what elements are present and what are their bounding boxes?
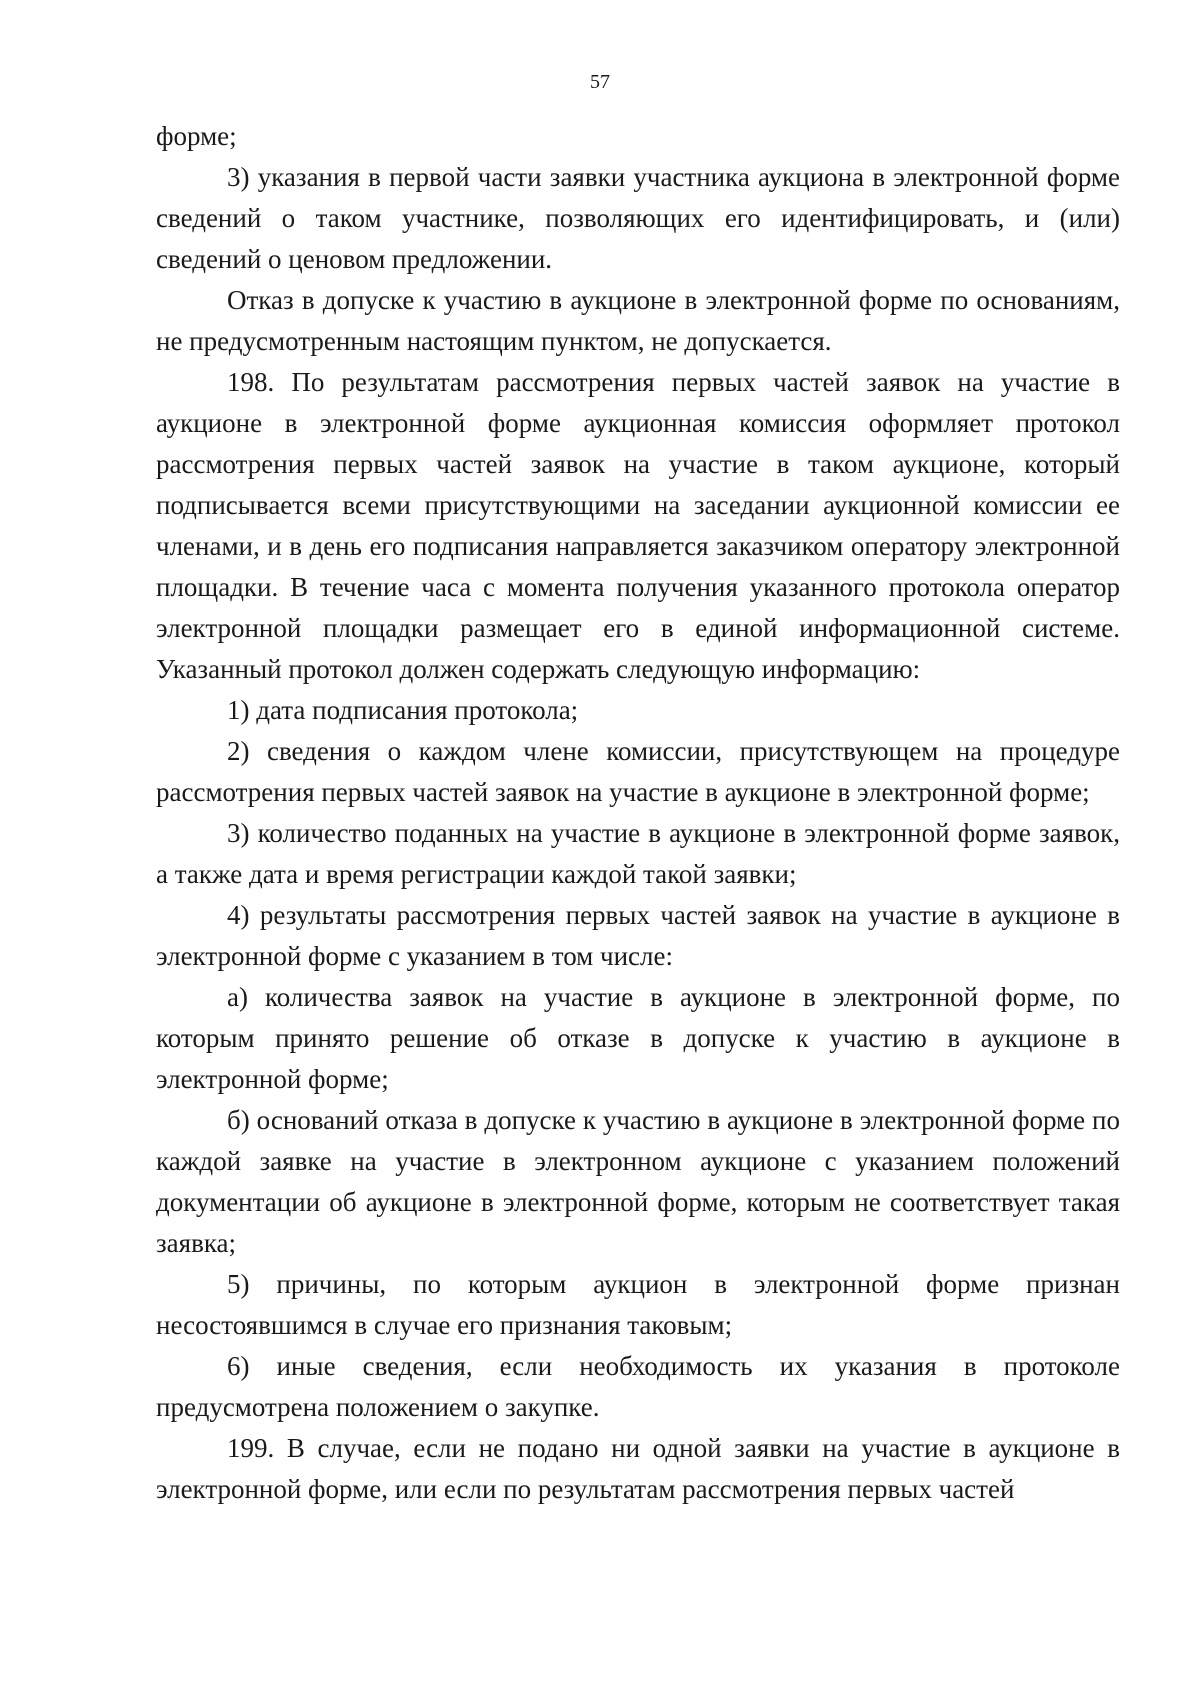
- paragraph: б) оснований отказа в допуске к участию в аукционе в электронной форме по каждой заявке на участие в электронном аукционе с указанием положений документации об аукционе в электронной форме, которым не соответствует такая заявка;: [156, 1105, 1120, 1258]
- paragraph: 199. В случае, если не подано ни одной заявки на участие в аукционе в электронной форме, или если по результатам рассмотрения первых частей: [156, 1433, 1120, 1504]
- page-number: 57: [590, 71, 610, 93]
- paragraph: Отказ в допуске к участию в аукционе в электронной форме по основаниям, не предусмотренным настоящим пунктом, не допускается.: [156, 285, 1120, 356]
- paragraph: а) количества заявок на участие в аукционе в электронной форме, по которым принято решение об отказе в допуске к участию в аукционе в электронной форме;: [156, 982, 1120, 1094]
- paragraph: 3) количество поданных на участие в аукционе в электронной форме заявок, а также дата и время регистрации каждой такой заявки;: [156, 818, 1120, 889]
- paragraph: 5) причины, по которым аукцион в электронной форме признан несостоявшимся в случае его признания таковым;: [156, 1269, 1120, 1340]
- paragraph: 2) сведения о каждом члене комиссии, присутствующем на процедуре рассмотрения первых частей заявок на участие в аукционе в электронной форме;: [156, 736, 1120, 807]
- paragraph: 1) дата подписания протокола;: [227, 695, 579, 725]
- paragraph: 6) иные сведения, если необходимость их указания в протоколе предусмотрена положением о закупке.: [156, 1351, 1120, 1422]
- paragraph: форме;: [156, 121, 237, 151]
- paragraph: 4) результаты рассмотрения первых частей заявок на участие в аукционе в электронной форме с указанием в том числе:: [156, 900, 1120, 971]
- document-body: [156, 116, 1120, 1510]
- paragraph: 3) указания в первой части заявки участника аукциона в электронной форме сведений о таком участнике, позволяющих его идентифицировать, и (или) сведений о ценовом предложении.: [156, 162, 1120, 274]
- paragraph: 198. По результатам рассмотрения первых частей заявок на участие в аукционе в электронной форме аукционная комиссия оформляет протокол рассмотрения первых частей заявок на участие в таком аукционе, который подписывается всеми присутствующими на заседании аукционной комиссии ее членами, и в день его подписания направляется заказчиком оператору электронной площадки. В течение часа с момента получения указанного протокола оператор электронной площадки размещает его в единой информационной системе. Указанный протокол должен содержать следующую информацию:: [156, 367, 1120, 684]
